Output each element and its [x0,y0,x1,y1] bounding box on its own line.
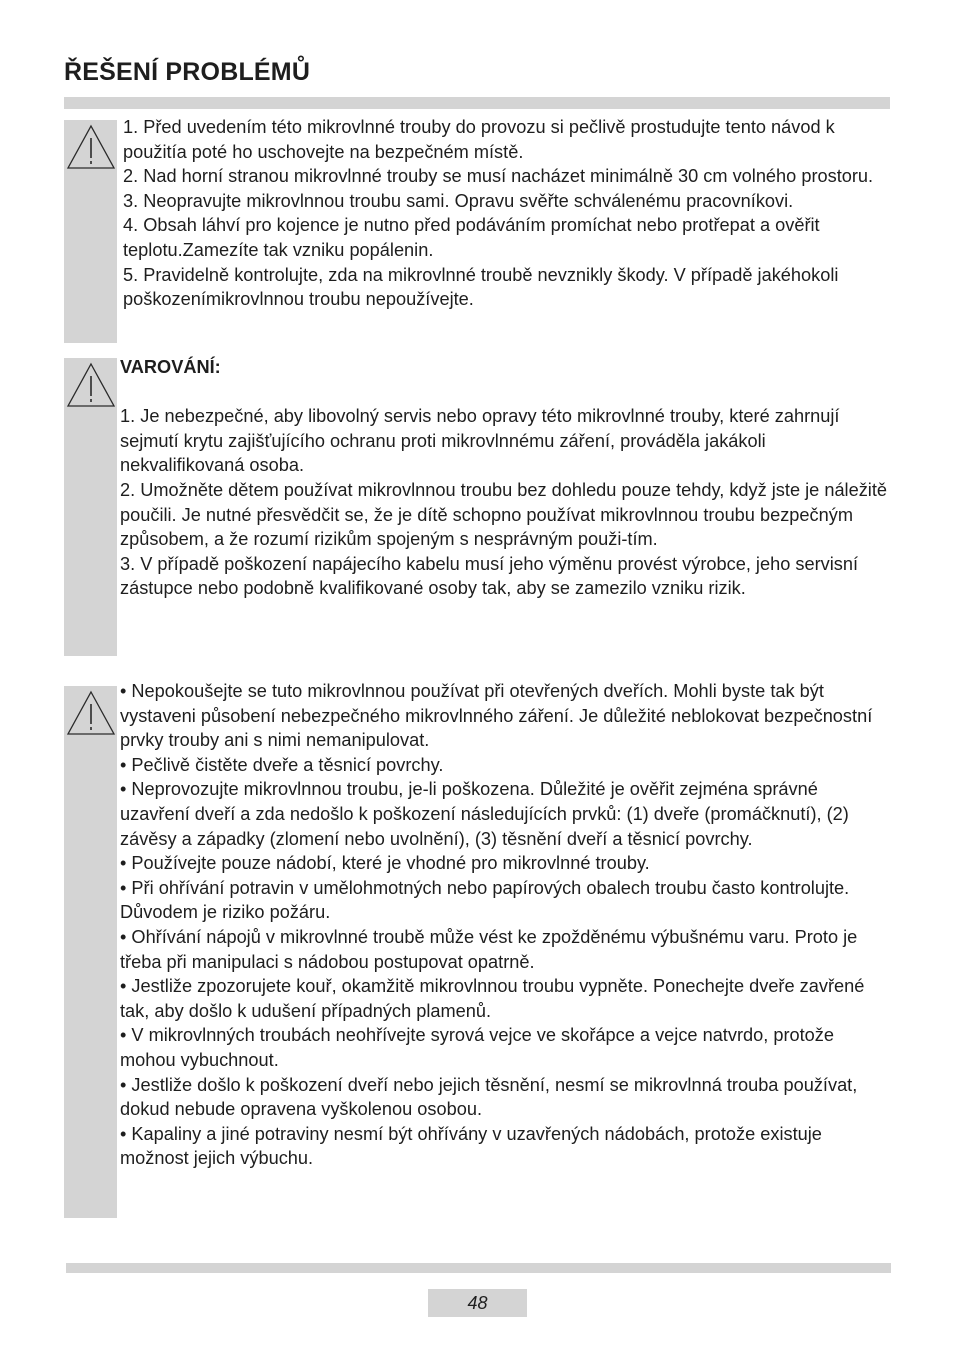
warning-triangle-icon [66,124,116,170]
paragraph: 2. Nad horní stranou mikrovlnné trouby se musí nacházet minimálně 30 cm volného prostoru. [123,166,874,187]
list-item: • Kapaliny a jiné potraviny nesmí být ohřívány v uzavřených nádobách, protože existuje možnost jejich výbuchu. [120,1123,822,1169]
list-item: • Pečlivě čistěte dveře a těsnicí povrchy. [120,754,444,775]
page-number: 48 [428,1289,527,1317]
list-item: • Nepokoušejte se tuto mikrovlnnou používat při otevřených dveřích. Mohli byste tak být vystaveni působení nebezpečného mikrovlnného záření. Je důležité neblokovat bezpečnostní prvky trouby ani s nimi nemanipulovat. [120,681,873,751]
list-item: Důvodem je riziko požáru. [120,902,331,923]
footer-divider [66,1263,891,1273]
paragraph: 3. V případě poškození napájecího kabelu musí jeho výměnu provést výrobce, jeho servisní zástupce nebo podobně kvalifikované osoby tak, aby se zamezilo vzniku rizik. [120,553,859,599]
warning-heading: VAROVÁNÍ: [120,357,221,377]
list-item: • Jestliže došlo k poškození dveří nebo jejich těsnění, nesmí se mikrovlnná trouba používat, dokud nebude opravena vyškolenou osobou. [120,1074,858,1120]
list-item: • Ohřívání nápojů v mikrovlnné troubě může vést ke zpožděnému výbušnému varu. Proto je třeba při manipulaci s nádobou postupovat opatrně. [120,926,858,972]
paragraph: 1. Je nebezpečné, aby libovolný servis nebo opravy této mikrovlnné trouby, které zahrnují sejmutí krytu zajišťujícího ochranu proti mikrovlnnému záření, prováděla jakákoli nekvalifikovaná osoba. [120,406,840,476]
section-text [120,679,890,1171]
section-text [120,355,890,601]
list-item: • Jestliže zpozorujete kouř, okamžitě mikrovlnnou troubu vypněte. Ponechejte dveře zavřené tak, aby došlo k udušení případných plamenů. [120,976,865,1021]
list-item: • Při ohřívání potravin v umělohmotných nebo papírových obalech troubu často kontrolujte. [120,877,850,898]
paragraph: 3. Neopravujte mikrovlnnou troubu sami. Opravu svěřte schválenému pracovníkovi. [123,190,794,211]
paragraph: 5. Pravidelně kontrolujte, zda na mikrovlnné troubě nevznikly škody. V případě jakéhokoli poškozenímikrovlnnou troubu nepoužívejte. [123,264,839,310]
header-divider [64,97,890,109]
section-text [123,115,890,312]
warning-triangle-icon [66,690,116,736]
warning-triangle-icon [66,362,116,408]
list-item: • Neprovozujte mikrovlnnou troubu, je-li poškozena. Důležité je ověřit zejména správné uzavření dveří a zda nedošlo k poškození následujících prvků: (1) dveře (promáčknutí), (2) závěsy a západky (zlomení nebo uvolnění), (3) těsnění dveří a těsnicí povrchy. [120,779,849,849]
section-sidebar [64,686,117,1218]
page-title: ŘEŠENÍ PROBLÉMŮ [64,58,311,86]
list-item: • Používejte pouze nádobí, které je vhodné pro mikrovlnné trouby. [120,853,650,874]
paragraph: 2. Umožněte dětem používat mikrovlnnou troubu bez dohledu pouze tehdy, když jste je náležitě poučili. Je nutné přesvědčit se, že je dítě schopno používat mikrovlnnou troubu bezpečným způsobem, a že rozumí rizikům spojeným s nesprávným použi-tím. [120,479,888,550]
paragraph: 4. Obsah láhví pro kojence je nutno před podáváním promíchat nebo protřepat a ověřit teplotu.Zamezíte tak vzniku popálenin. [123,215,820,260]
paragraph: 1. Před uvedením této mikrovlnné trouby do provozu si pečlivě prostudujte tento návod k použitía poté ho uschovejte na bezpečném místě. [123,117,835,162]
list-item: • V mikrovlnných troubách neohřívejte syrová vejce ve skořápce a vejce natvrdo, protože mohou vybuchnout. [120,1025,835,1070]
